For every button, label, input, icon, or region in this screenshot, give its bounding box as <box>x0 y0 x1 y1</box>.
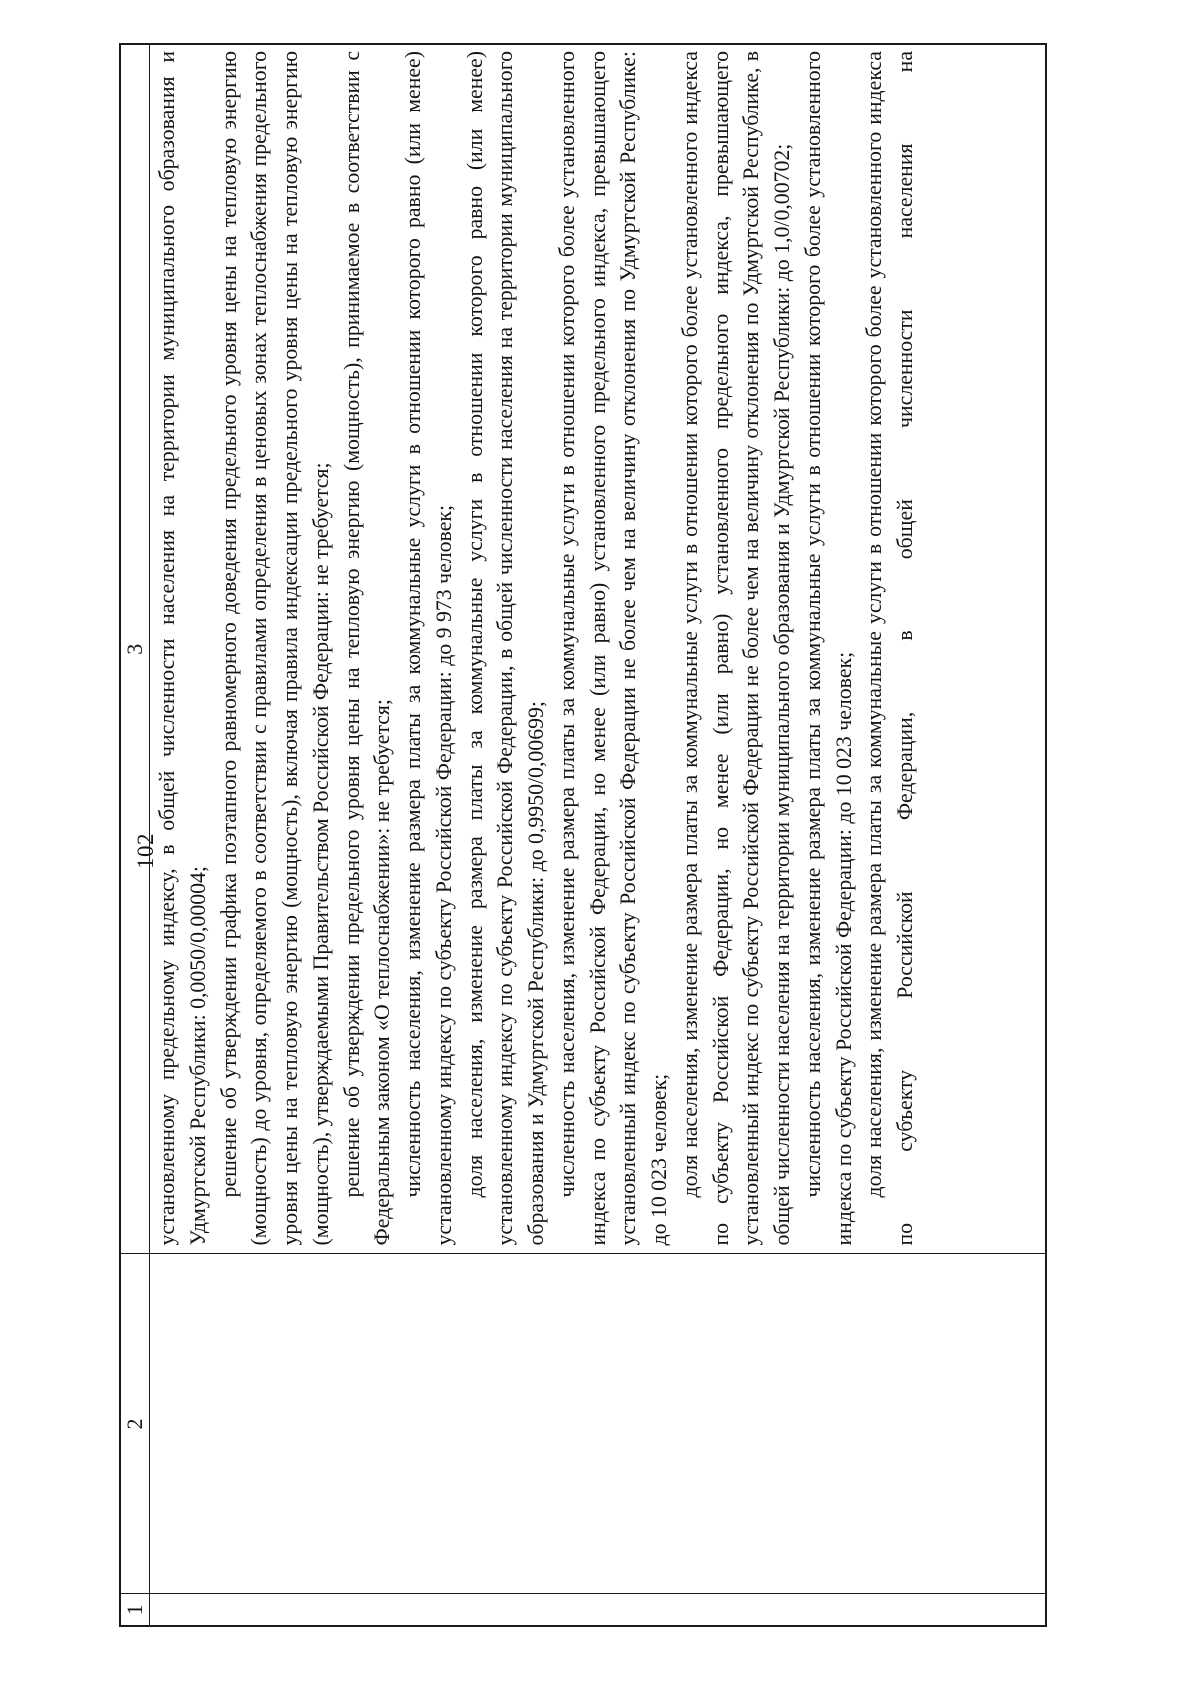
paragraph-7: доля населения, изменение размера платы за коммунальные услуги в отношении которого более установленного индекса по субъекту Российской Федерации, но менее (или равно) установленного предельного индекса, превышающего установленный индекс по субъекту Российской Федерации не более чем на величину отклонения по Удмуртской Республике, в общей численности населения на территории муниципального образования и Удмуртской Республики: до 1,0/0,00702; <box>677 51 794 1246</box>
page-number: 102 <box>133 833 158 869</box>
cell-col-2 <box>150 1254 1047 1594</box>
table-body-row <box>150 44 1047 1626</box>
document-table <box>119 43 1047 1627</box>
table-header-row <box>120 44 150 1626</box>
paragraph-9: доля населения, изменение размера платы за коммунальные услуги в отношении которого более установленного индекса по субъекту Российской Федерации, в общей численности населения на <box>862 51 917 1246</box>
paragraph-5: доля населения, изменение размера платы за коммунальные услуги в отношении которого равно (или менее) установленному индексу по субъекту Российской Федерации, в общей численности населения на территории муниципального образования и Удмуртской Республики: до 0,9950/0,00699; <box>462 51 548 1246</box>
column-header-2: 2 <box>120 1254 150 1594</box>
paragraph-2: решение об утверждении графика поэтапного равномерного доведения предельного уровня цены на тепловую энергию (мощность) до уровня, определяемого в соответствии с правилами определения в ценовых зонах теплоснабжения предельного уровня цены на тепловую энергию (мощность), включая правила индексации предельного уровня цены на тепловую энергию (мощность), утверждаемыми Правительством Российской Федерации: не требуется; <box>216 51 333 1246</box>
cell-col-1 <box>150 1594 1047 1626</box>
paragraph-1: установленному предельному индексу, в общей численности населения на территории муниципального образования и Удмуртской Республики: 0,0050/0,00004; <box>155 51 210 1246</box>
column-header-3: 3 <box>120 44 150 1254</box>
paragraph-4: численность населения, изменение размера платы за коммунальные услуги в отношении которого равно (или менее) установленному индексу по субъекту Российской Федерации: до 9 973 человек; <box>401 51 456 1246</box>
paragraph-6: численность населения, изменение размера платы за коммунальные услуги в отношении которого более установленного индекса по субъекту Российской Федерации, но менее (или равно) установленного предельного индекса, превышающего установленный индекс по субъекту Российской Федерации не более чем на величину отклонения по Удмуртской Республике: до 10 023 человек; <box>554 51 671 1246</box>
paragraph-8: численность населения, изменение размера платы за коммунальные услуги в отношении которого более установленного индекса по субъекту Российской Федерации: до 10 023 человек; <box>800 51 856 1246</box>
document-table-frame <box>119 43 1047 1627</box>
paragraph-3: решение об утверждении предельного уровня цены на тепловую энергию (мощность), принимаемое в соответствии с Федеральным законом «О теплоснабжении»: не требуется; <box>339 51 395 1246</box>
column-header-1: 1 <box>120 1594 150 1626</box>
cell-col-3 <box>150 44 1047 1254</box>
